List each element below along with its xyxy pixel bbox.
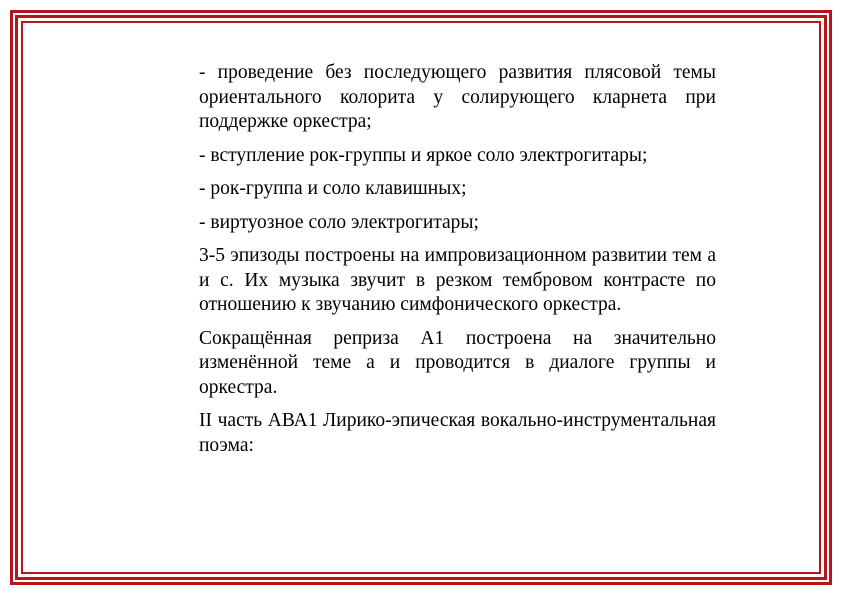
paragraph-7: II часть АВА1 Лирико-эпическая вокально-инструментальная поэма: [199, 410, 716, 456]
paragraph-1: - проведение без последующего развития плясовой темы ориентального колорита у солирующего кларнета при поддержке оркестра; [199, 62, 716, 132]
paragraph-5: 3-5 эпизоды построены на импровизационном развитии тем a и c. Их музыка звучит в резком тембровом контрасте по отношению к звучанию симфонического оркестра. [199, 245, 716, 315]
slide-text [199, 61, 716, 467]
paragraph-2: - вступление рок-группы и яркое соло электрогитары; [199, 144, 648, 166]
paragraph-3: - рок-группа и соло клавишных; [199, 178, 467, 199]
paragraph-4: - виртуозное соло электрогитары; [199, 211, 479, 233]
paragraph-6: Сокращённая реприза А1 построена на значительно изменённой теме a и проводится в диалоге группы и оркестра. [199, 327, 716, 398]
